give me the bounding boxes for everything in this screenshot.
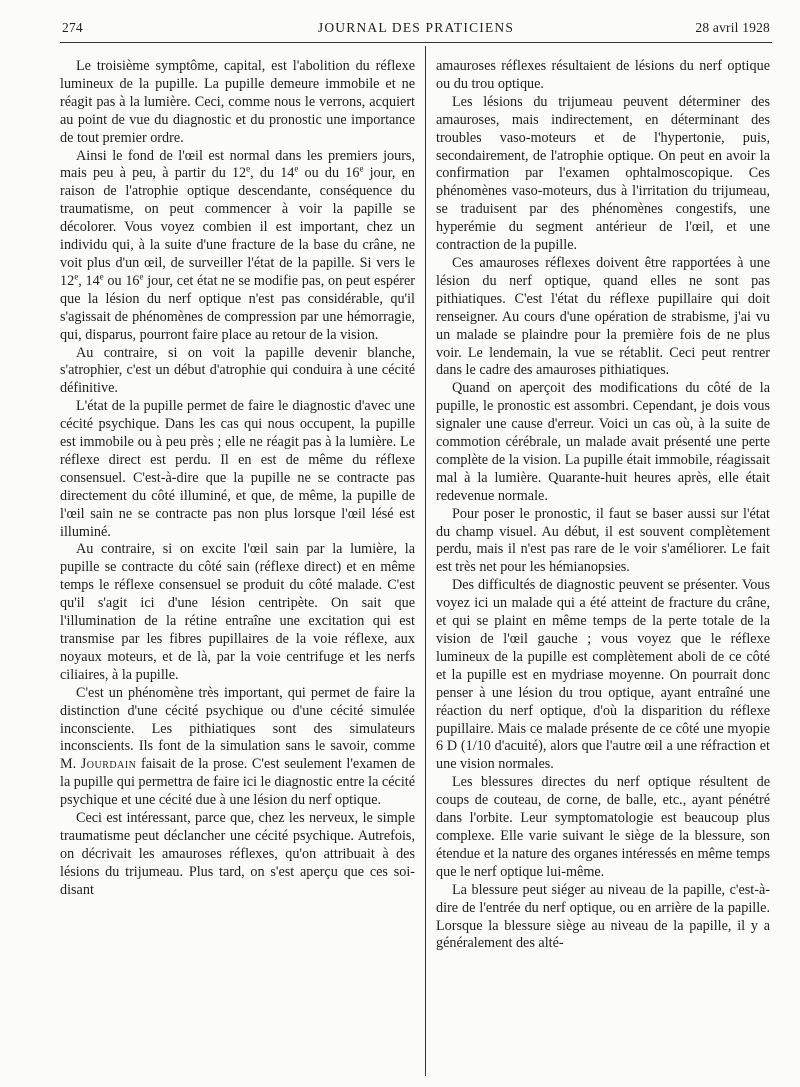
paragraph-text: faisait de la prose. C'est seulement l'examen de la pupille qui permettra de faire ici le diagnostic entre la cécité psychique et une cécité due à une lésion du nerf optique. bbox=[60, 756, 416, 809]
right-column bbox=[436, 58, 770, 953]
paragraph: Pour poser le pronostic, il faut se baser aussi sur l'état du champ visuel. Au début, il est souvent complètement perdu, mais il n'est pas rare de le voir s'améliorer. Le fait est très net pour les hémianopsies. bbox=[436, 505, 770, 576]
issue-date: 28 avril 1928 bbox=[695, 20, 770, 35]
paragraph: La blessure peut siéger au niveau de la papille, c'est-à-dire de l'entrée du nerf optique, ou en arrière de la papille. Lorsque la blessure siège au niveau de la papille, il y a généralement des alté- bbox=[436, 881, 770, 952]
column-divider bbox=[425, 46, 426, 1076]
header-rule bbox=[60, 42, 772, 43]
paragraph: Ces amauroses réflexes doivent être rapportées à une lésion du nerf optique, quand elles ne sont pas pithiatiques. C'est l'état du réflexe pupillaire qui doit renseigner. Au cours d'une opération de strabisme, j'ai vu un malade se plaindre pour la première fois de ne plus voir. Le lendemain, la vue se rétablit. Ceci peut rentrer dans le cadre des amauroses pithiatiques. bbox=[436, 254, 770, 379]
running-header bbox=[62, 18, 770, 40]
paragraph: Ainsi le fond de l'œil est normal dans les premiers jours, mais peu à peu, à partir du 12e, du 14e ou du 16e jour, en raison de l'atrophie optique descendante, conséquence du traumatisme, on peut commencer à voir la papille se décolorer. Vous voyez combien il est important, chez un individu qui, à la suite d'une fracture de la base du crâne, ne voit plus d'un œil, de surveiller l'état de la papille. Si vers le 12e, 14e ou 16e jour, cet état ne se modifie pas, on peut espérer que la lésion du nerf optique n'est pas considérable, qu'il s'agissait de phénomènes de compression par une hémorragie, qui, disparus, pourront faire place au retour de la vision. bbox=[60, 147, 416, 343]
left-column bbox=[60, 58, 415, 900]
paragraph: Ceci est intéressant, parce que, chez les nerveux, le simple traumatisme peut déclancher une cécité psychique. Autrefois, on décrivait les amauroses réflexes, qu'on attribuait à des lésions du trijumeau. Plus tard, on s'est aperçu que ces soi-disant bbox=[60, 810, 415, 898]
paragraph bbox=[60, 685, 415, 810]
paragraph-text: C'est un phénomène très important, qui permet de faire la distinction d'une cécité psychique ou d'une cécité simulée inconsciente. Les pithiatiques sont des simulateurs inconscients. Ils font de la simulation sans le savoir, comme M. bbox=[60, 684, 415, 773]
paragraph: Au contraire, si on voit la papille devenir blanche, s'atrophier, c'est un début d'atrophie qui conduira à une cécité définitive. bbox=[60, 344, 415, 397]
paragraph: Quand on aperçoit des modifications du côté de la pupille, le pronostic est assombri. Cependant, je dois vous signaler une cause d'erreur. Voici un cas où, à la suite de commotion cérébrale, un malade avait présenté une perte complète de la vision. La pupille était immobile, réagissait mal à la lumière. Quarante-huit heures après, elle était redevenue normale. bbox=[436, 380, 770, 504]
paragraph: Les lésions du trijumeau peuvent déterminer des amauroses, mais indirectement, en déterminant des troubles vaso-moteurs et de l'hypertonie, puis, secondairement, de l'atrophie optique. On peut en avoir la confirmation par l'examen ophtalmoscopique. Ces phénomènes vaso-moteurs, dus à l'irritation du trijumeau, se traduisent par des phénomènes congestifs, une hyperémie du segment antérieur de l'œil, et une contraction de la pupille. bbox=[436, 93, 770, 254]
paragraph: Des difficultés de diagnostic peuvent se présenter. Vous voyez ici un malade qui a été atteint de fracture du crâne, et qui se plaint en même temps de la perte totale de la vision de l'œil gauche ; vous voyez que le réflexe lumineux de la pupille est complètement aboli de ce côté et la pupille est en mydriase moyenne. On pourrait donc penser à une lésion du trou optique, ayant entraîné une réaction du nerf optique, d'où la disparition du réflexe pupillaire. Mais ce malade présente de ce côté une myopie 6 D (1/10 d'acuité), alors que l'autre œil a une réfraction et une vision normales. bbox=[436, 577, 770, 773]
paragraph: L'état de la pupille permet de faire le diagnostic d'avec une cécité psychique. Dans les cas qui nous occupent, la pupille est immobile ou à peu près ; elle ne réagit pas à la lumière. Le réflexe direct est perdu. Il en est de même du réflexe consensuel. C'est-à-dire que la pupille ne se contracte pas directement du côté illuminé, et que, de même, la pupille de l'œil sain ne se contracte pas non plus lorsque l'œil lésé est illuminé. bbox=[60, 398, 415, 540]
page-number: 274 bbox=[62, 20, 83, 35]
name-jourdain: Jourdain bbox=[80, 756, 137, 773]
paragraph: amauroses réflexes résultaient de lésions du nerf optique ou du trou optique. bbox=[436, 58, 770, 92]
journal-title: JOURNAL DES PRATICIENS bbox=[317, 20, 515, 35]
paragraph: Le troisième symptôme, capital, est l'abolition du réflexe lumineux de la pupille. La pupille demeure immobile et ne réagit pas à la lumière. Ceci, comme nous le verrons, acquiert au point de vue du diagnostic et du pronostic une importance de tout premier ordre. bbox=[60, 58, 415, 146]
paragraph: Au contraire, si on excite l'œil sain par la lumière, la pupille se contracte du côté sain (réflexe direct) et en même temps le réflexe consensuel se produit du côté malade. C'est qu'il s'agit ici d'une lésion centripète. On sait que l'illumination de la rétine entraîne une excitation qui est transmise par les fibres pupillaires de la voie réflexe, aux noyaux moteurs, et de là, par la voie centrifuge et les nerfs ciliaires, à la pupille. bbox=[60, 541, 415, 683]
paragraph: Les blessures directes du nerf optique résultent de coups de couteau, de corne, de balle, etc., ayant pénétré dans l'orbite. Leur symptomatologie est beaucoup plus complexe. Elle varie suivant le siège de la blessure, son étendue et la nature des organes intéressés en même temps que le nerf optique lui-même. bbox=[436, 774, 770, 880]
